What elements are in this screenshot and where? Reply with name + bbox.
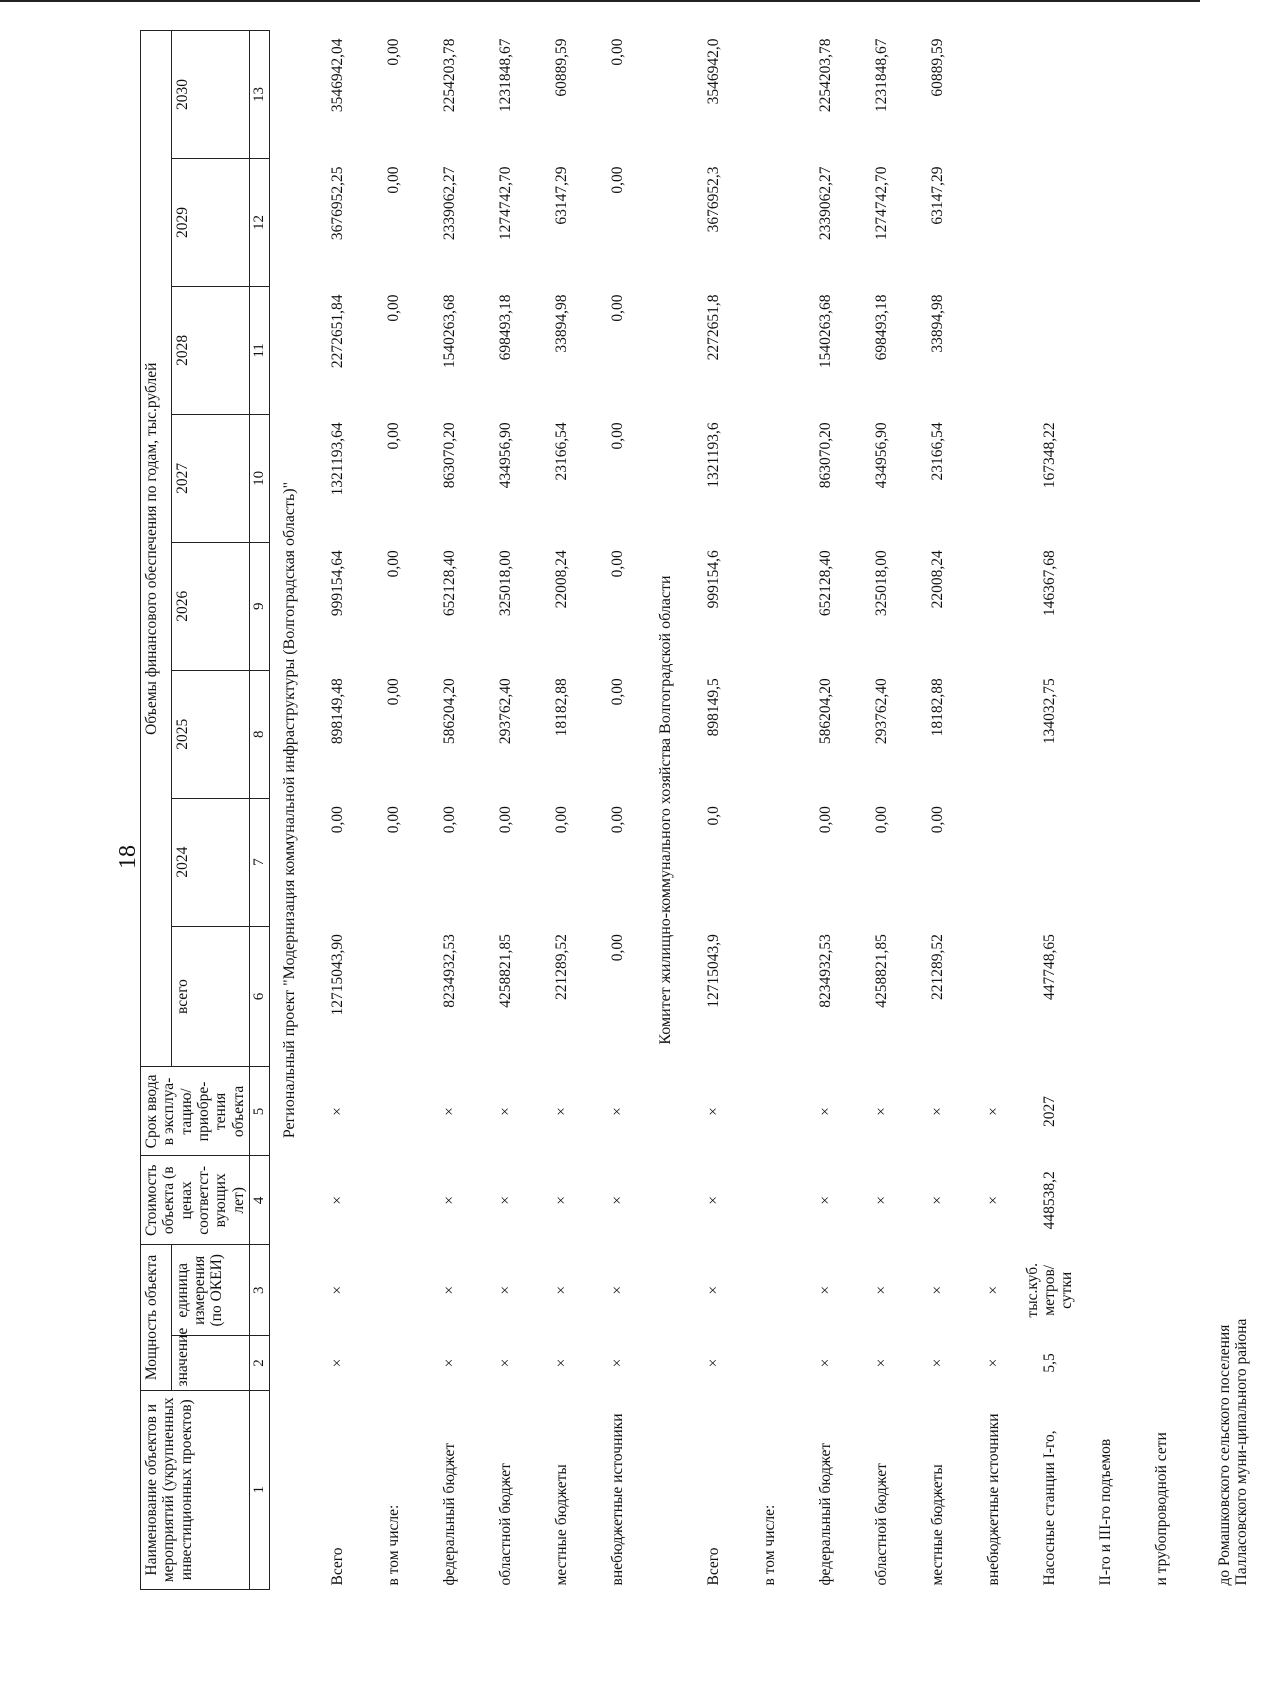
cell-capacity-value: × [817,1358,835,1368]
cell-cost: × [705,1195,723,1205]
cell-2027: 0,00 [609,422,627,450]
cell-2028: 2272651,84 [329,294,347,369]
cell-total [366,926,422,1067]
table-row [590,31,646,1590]
cell-2024 [1190,798,1276,926]
cell-2028 [1078,286,1134,414]
cell-total: 4258821,85 [873,934,891,1008]
cell-2024: 0,00 [609,806,627,834]
cell-2027: 167348,22 [1041,422,1059,489]
cell-term: × [705,1107,723,1116]
row-label: до Ромашковского сельского поселения Палласовского муни-ципального района [1215,1318,1250,1586]
column-number: 9 [250,542,270,670]
cell-cost: × [817,1195,835,1205]
cell-capacity-value: × [985,1358,1003,1368]
cell-capacity-value [1134,1336,1190,1390]
cell-2026 [1078,542,1134,670]
cell-2029 [966,159,1022,287]
cell-term [1078,1067,1134,1156]
cell-cost [1134,1156,1190,1245]
table-row [1190,31,1276,1590]
cell-2028: 33894,98 [553,294,571,353]
cell-capacity-unit [366,1245,422,1336]
cell-2030: 0,00 [385,38,403,66]
cell-2029: 63147,29 [553,166,571,225]
cell-2025: 134032,75 [1041,678,1059,745]
header-name: Наименование объектов и мероприятий (укрупненных инвестиционных проектов) [141,1390,250,1589]
cell-2029 [1022,159,1078,287]
cell-cost: × [985,1195,1003,1205]
cell-capacity-value: × [553,1358,571,1368]
cell-2025: 293762,40 [873,678,891,745]
cell-cost: × [441,1195,459,1205]
cell-total [1078,926,1134,1067]
column-number: 12 [250,159,270,287]
cell-2030 [1078,31,1134,159]
cell-capacity-value [742,1336,798,1390]
section-title-committee: Комитет жилищно-коммунального хозяйства Волгоградской области [657,575,674,1045]
table-row [1022,31,1078,1590]
cell-2028: 1540263,68 [441,294,459,369]
cell-2028: 33894,98 [929,294,947,353]
cell-2030: 1231848,67 [497,38,515,113]
cell-2028 [1134,286,1190,414]
page-number: 18 [115,845,141,869]
cell-capacity-unit: × [873,1285,891,1295]
section-heading-row [646,31,686,1590]
cell-2025 [1078,670,1134,798]
row-label: областной бюджет [497,1463,515,1586]
row-label: внебюджетные источники [609,1413,627,1586]
cell-2030: 1231848,67 [873,38,891,113]
cell-capacity-value: × [929,1358,947,1368]
cell-2025: 18182,88 [929,678,947,737]
cell-2027 [1190,414,1276,542]
cell-capacity-value: × [873,1358,891,1368]
cell-2030: 3546942,0 [705,38,723,105]
table-row [366,31,422,1590]
cell-total [1134,926,1190,1067]
column-number: 11 [250,286,270,414]
cell-capacity-value: × [705,1358,723,1368]
cell-2026: 652128,40 [441,550,459,617]
cell-2024 [1022,798,1078,926]
cell-capacity-unit: × [609,1285,627,1295]
cell-term [742,1067,798,1156]
column-number: 8 [250,670,270,798]
cell-2024: 0,00 [385,806,403,834]
cell-2026: 146367,68 [1041,550,1059,617]
cell-capacity-value: × [609,1358,627,1368]
cell-total [966,926,1022,1067]
cell-2024: 0,00 [929,806,947,834]
cell-2030: 0,00 [609,38,627,66]
cell-2029: 0,00 [609,166,627,194]
header-year: 2024 [171,798,249,926]
cell-2026: 325018,00 [497,550,515,617]
header-year: 2025 [171,670,249,798]
cell-2030: 60889,59 [929,38,947,97]
cell-2030 [742,31,798,159]
cell-2024: 0,00 [497,806,515,834]
funding-table [140,30,1276,1590]
row-label: в том числе: [385,1504,403,1586]
cell-term: × [441,1107,459,1116]
column-number: 6 [250,926,270,1067]
cell-capacity-value: × [441,1358,459,1368]
cell-term: × [817,1107,835,1116]
row-label: федеральный бюджет [817,1442,835,1586]
cell-2027 [742,414,798,542]
cell-2025: 0,00 [609,678,627,706]
cell-capacity-unit [1078,1245,1134,1336]
cell-capacity-value: × [497,1358,515,1368]
row-label: и трубопроводной сети [1153,1432,1171,1586]
cell-2026: 999154,64 [329,550,347,617]
cell-2028: 698493,18 [497,294,515,361]
section-title-project: Региональный проект "Модернизация коммунальной инфраструктуры (Волгоградская область)" [281,481,298,1139]
row-label: местные бюджеты [929,1464,947,1586]
cell-2027: 434956,90 [873,422,891,489]
cell-cost [366,1156,422,1245]
section-heading-row [269,31,310,1590]
cell-2025 [742,670,798,798]
cell-capacity-unit: × [929,1285,947,1295]
cell-2024: 0,00 [329,806,347,834]
header-year: 2027 [171,414,249,542]
cell-2027: 0,00 [385,422,403,450]
table-row [686,31,742,1590]
table-row [534,31,590,1590]
row-label: областной бюджет [873,1463,891,1586]
header-year: 2029 [171,159,249,287]
cell-2029 [1134,159,1190,287]
row-label: местные бюджеты [553,1464,571,1586]
cell-2029: 3676952,3 [705,166,723,233]
cell-2024 [966,798,1022,926]
cell-2026: 325018,00 [873,550,891,617]
cell-total: 4258821,85 [497,934,515,1008]
cell-2025: 293762,40 [497,678,515,745]
cell-total: 8234932,53 [817,934,835,1008]
cell-capacity-value: 5,5 [1041,1353,1059,1373]
cell-2025: 586204,20 [817,678,835,745]
cell-2026: 0,00 [609,550,627,578]
cell-2025: 586204,20 [441,678,459,745]
cell-term: × [553,1107,571,1116]
column-number: 5 [250,1067,270,1156]
cell-2030 [966,31,1022,159]
cell-cost: × [329,1195,347,1205]
cell-2029: 0,00 [385,166,403,194]
column-number: 10 [250,414,270,542]
header-term: Срок ввода в эксплуа-тацию/ приобре-тения объекта [141,1067,250,1156]
cell-2029: 2339062,27 [441,166,459,241]
cell-capacity-unit: × [985,1285,1003,1295]
cell-term [1190,1067,1276,1156]
table-row [1134,31,1190,1590]
cell-2030 [1134,31,1190,159]
cell-total: 0,00 [609,934,627,962]
cell-cost: × [553,1195,571,1205]
cell-2027: 23166,54 [553,422,571,481]
table-row [1078,31,1134,1590]
column-number-row [250,31,270,1590]
cell-2029: 63147,29 [929,166,947,225]
row-label: внебюджетные источники [985,1413,1003,1586]
cell-2026 [1134,542,1190,670]
column-number: 1 [250,1390,270,1589]
cell-term: × [985,1107,1003,1116]
cell-cost: × [873,1195,891,1205]
cell-2025: 898149,5 [705,678,723,737]
cell-2024: 0,00 [817,806,835,834]
cell-capacity-unit [1134,1245,1190,1336]
header-capacity: Мощность объекта [141,1245,172,1390]
cell-2028: 0,00 [385,294,403,322]
cell-2029: 1274742,70 [873,166,891,241]
cell-total [742,926,798,1067]
cell-capacity-unit: × [553,1285,571,1295]
column-number: 2 [250,1336,270,1390]
header-capacity-unit: единица измерения (по ОКЕИ) [171,1245,249,1336]
cell-2024 [1134,798,1190,926]
row-label: II-го и III-го подъемов [1097,1438,1115,1586]
cell-2026: 22008,24 [929,550,947,609]
cell-2029 [1078,159,1134,287]
cell-2029: 3676952,25 [329,166,347,241]
row-label: в том числе: [761,1504,779,1586]
header-cost: Стоимость объекта (в ценах соответст-вующих лет) [141,1156,250,1245]
column-number: 4 [250,1156,270,1245]
cell-cost [1078,1156,1134,1245]
cell-total [1190,926,1276,1067]
rotated-page-content [140,30,1250,1590]
table-row [910,31,966,1590]
cell-2030: 3546942,04 [329,38,347,113]
cell-2030: 2254203,78 [441,38,459,113]
cell-capacity-value [366,1336,422,1390]
cell-capacity-unit: × [329,1285,347,1295]
cell-2026: 0,00 [385,550,403,578]
cell-2025: 0,00 [385,678,403,706]
cell-term: × [329,1107,347,1116]
cell-2025 [1134,670,1190,798]
header-year: 2026 [171,542,249,670]
column-number: 3 [250,1245,270,1336]
cell-capacity-unit: × [705,1285,723,1295]
cell-2028: 698493,18 [873,294,891,361]
cell-cost [742,1156,798,1245]
cell-2027 [1134,414,1190,542]
cell-cost: × [929,1195,947,1205]
cell-cost: × [609,1195,627,1205]
column-number: 13 [250,31,270,159]
cell-2028 [742,286,798,414]
cell-2027: 1321193,64 [329,422,347,496]
cell-2026: 652128,40 [817,550,835,617]
row-label: федеральный бюджет [441,1442,459,1586]
cell-2027: 434956,90 [497,422,515,489]
row-label: Насосные станции I-го, [1041,1430,1059,1586]
table-row [966,31,1022,1590]
table-row [310,31,366,1590]
cell-2025: 18182,88 [553,678,571,737]
cell-2029 [1190,159,1276,287]
page-top-border [0,0,1200,2]
cell-capacity-unit: × [817,1285,835,1295]
cell-2026: 22008,24 [553,550,571,609]
cell-2026 [1190,542,1276,670]
cell-2030 [1022,31,1078,159]
table-row [742,31,798,1590]
cell-cost: 448538,2 [1041,1171,1059,1230]
cell-2029: 1274742,70 [497,166,515,241]
cell-cost [1190,1156,1276,1245]
cell-cost: × [497,1195,515,1205]
cell-2024: 0,00 [441,806,459,834]
cell-capacity-unit: × [441,1285,459,1295]
cell-2026: 999154,6 [705,550,723,609]
cell-2024: 0,0 [705,806,723,826]
cell-total: 221289,52 [929,934,947,1000]
cell-2024: 0,00 [553,806,571,834]
cell-2027: 1321193,6 [705,422,723,488]
cell-2028 [1190,286,1276,414]
cell-2027: 23166,54 [929,422,947,481]
cell-2025 [966,670,1022,798]
cell-2029 [742,159,798,287]
cell-term: 2027 [1041,1095,1059,1127]
cell-2027: 863070,20 [817,422,835,489]
cell-term: × [929,1107,947,1116]
cell-2027 [1078,414,1134,542]
column-number: 7 [250,798,270,926]
cell-capacity-unit: тыс.куб. метров/ сутки [1024,1263,1076,1318]
cell-2025: 898149,48 [329,678,347,745]
row-label: Всего [705,1547,723,1586]
cell-2026 [966,542,1022,670]
cell-term: × [609,1107,627,1116]
table-row [854,31,910,1590]
cell-term: × [497,1107,515,1116]
cell-term: × [873,1107,891,1116]
cell-2028 [966,286,1022,414]
cell-capacity-value: × [329,1358,347,1368]
cell-capacity-unit: × [497,1285,515,1295]
cell-2029: 2339062,27 [817,166,835,241]
cell-2027 [966,414,1022,542]
cell-total: 12715043,9 [705,934,723,1008]
cell-2028: 0,00 [609,294,627,322]
cell-term [366,1067,422,1156]
header-capacity-value: значение [171,1336,249,1390]
header-funding: Объемы финансового обеспечения по годам, тыс.рублей [141,31,172,1067]
cell-total: 8234932,53 [441,934,459,1008]
cell-2030: 60889,59 [553,38,571,97]
cell-2025 [1190,670,1276,798]
cell-total: 221289,52 [553,934,571,1000]
header-year: 2028 [171,286,249,414]
cell-capacity-unit [742,1245,798,1336]
cell-2024 [1078,798,1134,926]
cell-term [1134,1067,1190,1156]
cell-2028: 1540263,68 [817,294,835,369]
cell-2030: 2254203,78 [817,38,835,113]
cell-2024 [742,798,798,926]
cell-capacity-value [1078,1336,1134,1390]
table-row [798,31,854,1590]
table-row [478,31,534,1590]
cell-total: 447748,65 [1041,934,1059,1000]
header-total: всего [171,926,249,1067]
row-label: Всего [329,1547,347,1586]
cell-2028 [1022,286,1078,414]
cell-2026 [742,542,798,670]
cell-2028: 2272651,8 [705,294,723,361]
cell-2027: 863070,20 [441,422,459,489]
cell-2024: 0,00 [873,806,891,834]
cell-total: 12715043,90 [329,934,347,1016]
cell-2030 [1190,31,1276,159]
table-row [422,31,478,1590]
header-year: 2030 [171,31,249,159]
